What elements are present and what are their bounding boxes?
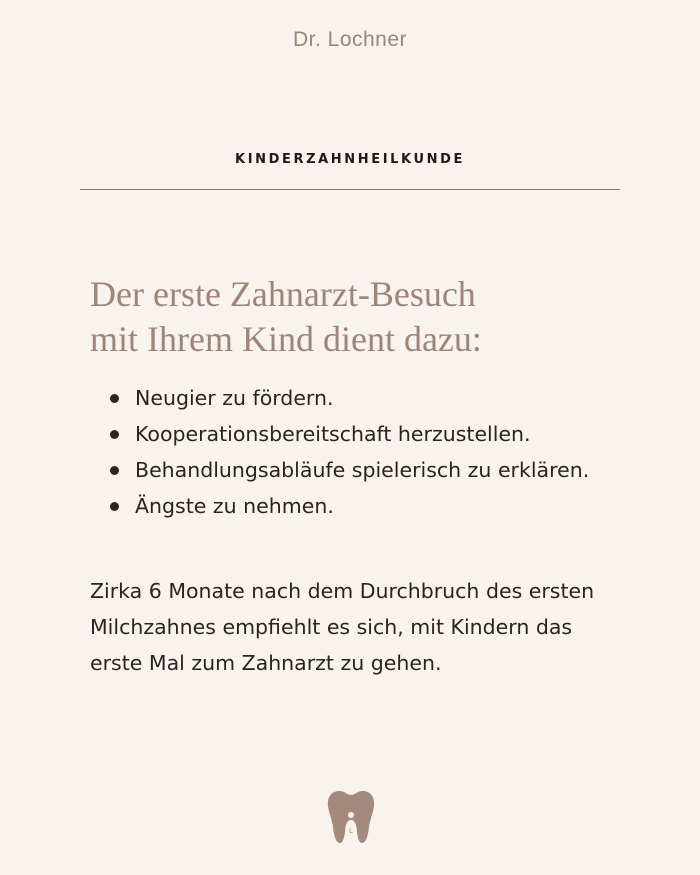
headline-line-2: mit Ihrem Kind dient dazu: bbox=[90, 319, 482, 359]
body-paragraph: Zirka 6 Monate nach dem Durchbruch des ersten Milchzahnes empfiehlt es sich, mit Kindern das erste Mal zum Zahnarzt zu gehen. bbox=[90, 579, 595, 675]
bullet-icon bbox=[110, 502, 119, 511]
list-item bbox=[107, 452, 627, 488]
section-label: KINDERZAHNHEILKUNDE bbox=[235, 152, 465, 167]
brand-name: Dr. Lochner bbox=[292, 28, 408, 51]
tooth-icon bbox=[326, 789, 376, 845]
list-item bbox=[107, 380, 627, 416]
list-item bbox=[107, 416, 627, 452]
list-item-text: Neugier zu fördern. bbox=[135, 386, 334, 410]
headline-line-1: Der erste Zahnarzt-Besuch bbox=[90, 274, 476, 314]
list-item bbox=[107, 488, 627, 524]
list-item-text: Ängste zu nehmen. bbox=[135, 494, 334, 518]
list-item-text: Behandlungsabläufe spielerisch zu erklären. bbox=[135, 458, 590, 482]
divider bbox=[80, 189, 620, 190]
bullet-icon bbox=[110, 430, 119, 439]
bullet-list bbox=[107, 380, 627, 524]
bullet-icon bbox=[110, 466, 119, 475]
list-item-text: Kooperationsbereitschaft herzustellen. bbox=[135, 422, 531, 446]
logo-letter: L bbox=[349, 827, 353, 835]
bullet-icon bbox=[110, 394, 119, 403]
headline bbox=[90, 272, 650, 362]
